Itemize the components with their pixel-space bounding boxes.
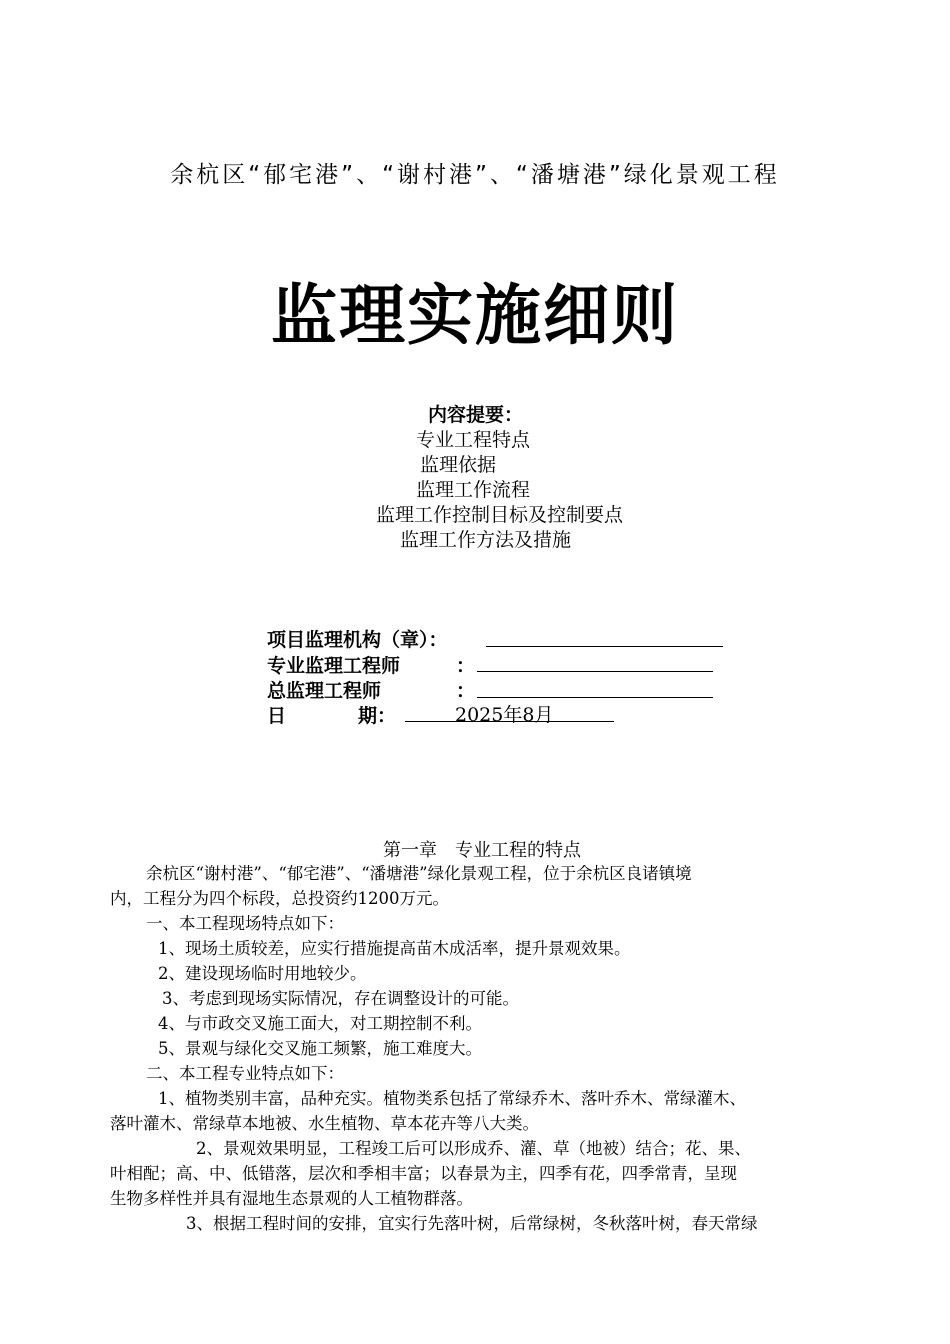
body-line: 3、根据工程时间的安排，宜实行先落叶树，后常绿树，冬秋落叶树，春天常绿: [186, 1214, 758, 1233]
body-line: 二、本工程专业特点如下：: [146, 1064, 344, 1083]
chief-row: [267, 676, 381, 700]
body-line: 2、建设现场临时用地较少。: [158, 964, 367, 983]
body-line: 内，工程分为四个标段，总投资约1200万元。: [110, 889, 449, 908]
body-line: 落叶灌木、常绿草本地被、水生植物、草本花卉等八大类。: [110, 1114, 539, 1133]
summary-item: 监理依据: [420, 454, 497, 476]
org-seal-blank: [486, 626, 723, 647]
document-title: 监理实施细则: [271, 277, 679, 354]
date-label-1: 日: [267, 705, 287, 727]
engineer-blank: [477, 651, 713, 672]
chief-label: 总监理工程师: [267, 680, 382, 702]
date-row: [267, 701, 286, 725]
date-value: 2025年8月: [455, 704, 554, 726]
project-subtitle: 余杭区“郁宅港”、“谢村港”、“潘塘港”绿化景观工程: [170, 162, 780, 188]
chief-blank: [477, 677, 713, 698]
summary-heading: 内容提要：: [428, 404, 524, 426]
body-line: 生物多样性并具有湿地生态景观的人工植物群落。: [110, 1189, 473, 1208]
summary-item: 专业工程特点: [416, 429, 531, 451]
engineer-colon: ：: [456, 655, 476, 677]
body-line: 余杭区“谢村港”、“郁宅港”、“潘塘港”绿化景观工程，位于余杭区良诸镇境: [146, 864, 692, 883]
body-line: 叶相配；高、中、低错落，层次和季相丰富；以春景为主，四季有花，四季常青，呈现: [110, 1164, 737, 1183]
body-line: 一、本工程现场特点如下：: [146, 914, 344, 933]
body-line: 3、考虑到现场实际情况，存在调整设计的可能。: [162, 989, 519, 1008]
body-line: 1、现场土质较差，应实行措施提高苗木成活率，提升景观效果。: [158, 939, 631, 958]
chapter-title: 第一章 专业工程的特点: [383, 840, 581, 861]
body-line: 4、与市政交叉施工面大，对工期控制不利。: [158, 1014, 482, 1033]
org-seal-label: 项目监理机构（章）：: [267, 629, 448, 651]
summary-item: 监理工作流程: [416, 479, 531, 501]
engineer-label: 专业监理工程师: [267, 655, 401, 677]
chief-colon: ：: [456, 680, 476, 702]
org-seal-row: [267, 625, 448, 649]
date-label-2: 期：: [358, 705, 397, 727]
summary-item: 监理工作控制目标及控制要点: [376, 504, 624, 526]
summary-item: 监理工作方法及措施: [400, 529, 572, 551]
engineer-row: [267, 651, 400, 675]
body-line: 5、景观与绿化交叉施工频繁，施工难度大。: [158, 1039, 482, 1058]
body-line: 1、植物类别丰富，品种充实。植物类系包括了常绿乔木、落叶乔木、常绿灌木、: [158, 1089, 746, 1108]
body-line: 2、景观效果明显，工程竣工后可以形成乔、灌、草（地被）结合；花、果、: [196, 1139, 751, 1158]
